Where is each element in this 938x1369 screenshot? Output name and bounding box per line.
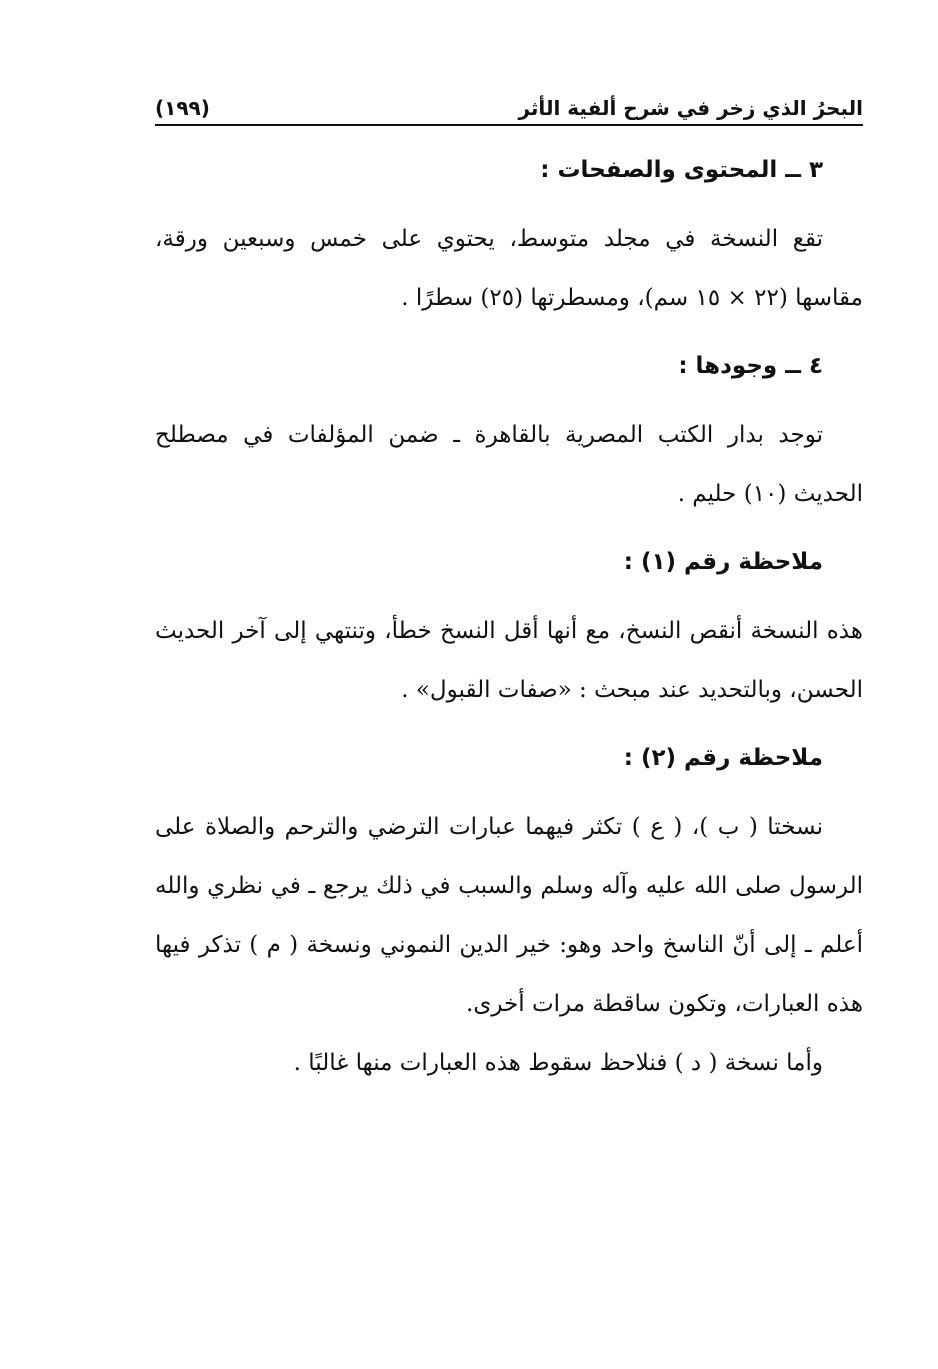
running-header	[155, 86, 863, 126]
paragraph-note-2: نسختا ( ب )، ( ع ) تكثر فيهما عبارات الترضي والترحم والصلاة على الرسول صلى الله عليه وآله وسلم والسبب في ذلك يرجع ـ في نظري والله أعلم ـ إلى أنّ الناسخ واحد وهو: خير الدين النموني ونسخة ( م ) تذكر فيها هذه العبارات، وتكون ساقطة مرات أخرى.	[155, 814, 863, 1017]
page-body	[155, 150, 863, 1093]
paragraph-contents: تقع النسخة في مجلد متوسط، يحتوي على خمس وسبعين ورقة، مقاسها (٢٢ × ١٥ سم)، ومسطرتها (٢٥) سطرًا .	[155, 226, 863, 311]
paragraph-note-1: هذه النسخة أنقص النسخ، مع أنها أقل النسخ خطأ، وتنتهي إلى آخر الحديث الحسن، وبالتحديد عند مبحث : «صفات القبول» .	[155, 618, 863, 703]
paragraph-note-2-conclusion: وأما نسخة ( د ) فنلاحظ سقوط هذه العبارات منها غالبًا .	[293, 1050, 823, 1076]
section-heading-note-2: ملاحظة رقم (٢) :	[623, 745, 823, 771]
paragraph-location: توجد بدار الكتب المصرية بالقاهرة ـ ضمن المؤلفات في مصطلح الحديث (١٠) حليم .	[155, 422, 863, 507]
section-heading-location: ٤ ــ وجودها :	[678, 353, 823, 379]
book-page	[155, 86, 863, 1093]
section-heading-contents: ٣ ــ المحتوى والصفحات :	[540, 157, 823, 183]
section-heading-note-1: ملاحظة رقم (١) :	[623, 549, 823, 575]
page-number: (١٩٩)	[155, 96, 210, 120]
running-title: البحرُ الذي زخر في شرح ألفية الأثر	[518, 96, 863, 120]
